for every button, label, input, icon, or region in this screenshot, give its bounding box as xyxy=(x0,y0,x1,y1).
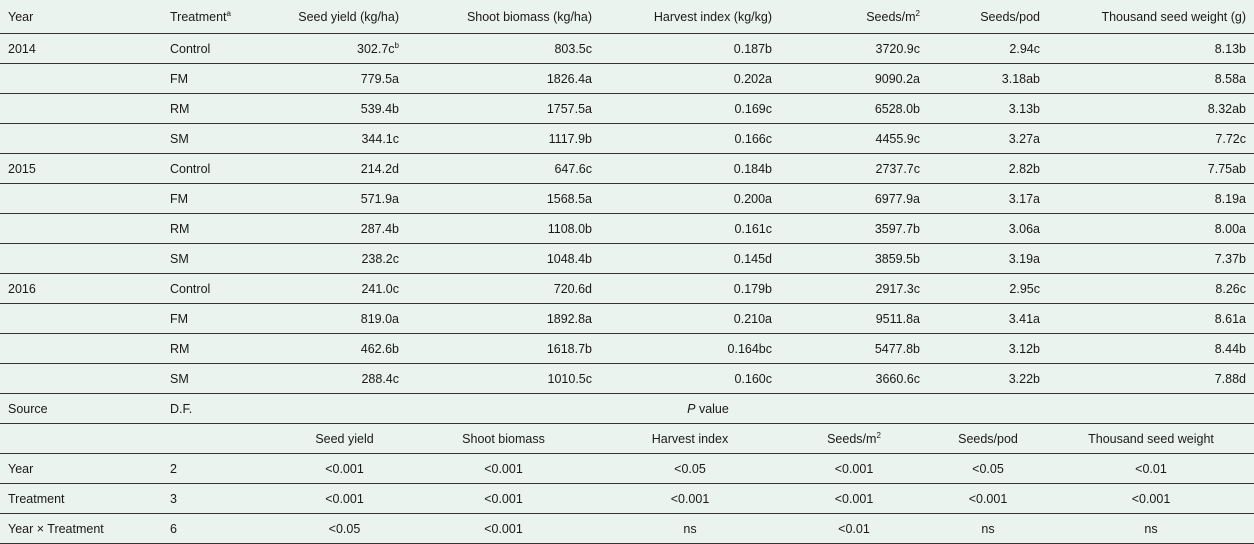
cell-hi: 0.160c xyxy=(600,364,780,394)
cell-seed-yield: 571.9a xyxy=(282,184,407,214)
cell-seeds-m2: 2917.3c xyxy=(780,274,928,304)
cell-seeds-pod: 3.13b xyxy=(928,94,1048,124)
cell-shoot: 1048.4b xyxy=(407,244,600,274)
anova-cell-source: Treatment xyxy=(0,484,162,514)
cell-tsw: 8.61a xyxy=(1048,304,1254,334)
cell-hi: 0.202a xyxy=(600,64,780,94)
table-row xyxy=(0,244,1254,274)
anova-col-shoot: Shoot biomass xyxy=(407,424,600,454)
anova-cell-seeds-pod: ns xyxy=(928,514,1048,544)
anova-col-tsw: Thousand seed weight xyxy=(1048,424,1254,454)
cell-tsw: 8.19a xyxy=(1048,184,1254,214)
cell-tsw: 8.00a xyxy=(1048,214,1254,244)
header-row xyxy=(0,0,1254,34)
cell-treatment: RM xyxy=(162,94,282,124)
cell-hi: 0.179b xyxy=(600,274,780,304)
cell-seed-yield: 288.4c xyxy=(282,364,407,394)
cell-treatment: SM xyxy=(162,124,282,154)
cell-year xyxy=(0,334,162,364)
table-row xyxy=(0,64,1254,94)
cell-seeds-m2: 5477.8b xyxy=(780,334,928,364)
table-row xyxy=(0,154,1254,184)
anova-cell-shoot: <0.001 xyxy=(407,514,600,544)
cell-hi: 0.200a xyxy=(600,184,780,214)
col-header-tsw: Thousand seed weight (g) xyxy=(1048,0,1254,34)
cell-treatment: SM xyxy=(162,244,282,274)
anova-cell-seed-yield: <0.001 xyxy=(282,484,407,514)
cell-shoot: 1010.5c xyxy=(407,364,600,394)
cell-seeds-pod: 3.06a xyxy=(928,214,1048,244)
col-header-harvest-index: Harvest index (kg/kg) xyxy=(600,0,780,34)
cell-year xyxy=(0,184,162,214)
cell-seeds-m2: 2737.7c xyxy=(780,154,928,184)
cell-seed-yield: 819.0a xyxy=(282,304,407,334)
cell-shoot: 1892.8a xyxy=(407,304,600,334)
cell-hi: 0.184b xyxy=(600,154,780,184)
anova-cell-seeds-pod: <0.001 xyxy=(928,484,1048,514)
cell-hi: 0.210a xyxy=(600,304,780,334)
table-row xyxy=(0,364,1254,394)
anova-col-hi: Harvest index xyxy=(600,424,780,454)
cell-treatment: Control xyxy=(162,154,282,184)
cell-seeds-m2: 3597.7b xyxy=(780,214,928,244)
table-row xyxy=(0,334,1254,364)
table-row xyxy=(0,274,1254,304)
anova-title-row xyxy=(0,394,1254,424)
cell-seed-yield: 241.0c xyxy=(282,274,407,304)
cell-year xyxy=(0,94,162,124)
cell-seed-yield: 238.2c xyxy=(282,244,407,274)
cell-hi: 0.187b xyxy=(600,34,780,64)
anova-cell-source: Year × Treatment xyxy=(0,514,162,544)
anova-cell-hi: <0.05 xyxy=(600,454,780,484)
cell-tsw: 8.13b xyxy=(1048,34,1254,64)
col-header-seeds-m2: Seeds/$m^2$ xyxy=(780,0,928,34)
cell-seed-yield: 214.2d xyxy=(282,154,407,184)
cell-seeds-pod: 3.27a xyxy=(928,124,1048,154)
col-header-year: Year xyxy=(0,0,162,34)
cell-hi: 0.145d xyxy=(600,244,780,274)
col-header-treatment: Treatment$^a$ xyxy=(162,0,282,34)
table-row xyxy=(0,94,1254,124)
cell-treatment: SM xyxy=(162,364,282,394)
cell-treatment: RM xyxy=(162,334,282,364)
anova-cell-shoot: <0.001 xyxy=(407,454,600,484)
cell-shoot: 1117.9b xyxy=(407,124,600,154)
anova-cell-seed-yield: <0.05 xyxy=(282,514,407,544)
cell-hi: 0.169c xyxy=(600,94,780,124)
anova-cell-shoot: <0.001 xyxy=(407,484,600,514)
footnote-b: b xyxy=(394,40,399,50)
anova-cell-source: Year xyxy=(0,454,162,484)
anova-cell-tsw: <0.01 xyxy=(1048,454,1254,484)
col-header-seed-yield: Seed yield (kg/ha) xyxy=(282,0,407,34)
anova-col-seed-yield: Seed yield xyxy=(282,424,407,454)
cell-year: 2016 xyxy=(0,274,162,304)
cell-year xyxy=(0,124,162,154)
cell-shoot: 1568.5a xyxy=(407,184,600,214)
cell-seeds-pod: 3.18ab xyxy=(928,64,1048,94)
cell-seeds-pod: 3.41a xyxy=(928,304,1048,334)
cell-treatment: FM xyxy=(162,64,282,94)
anova-cell-df: 6 xyxy=(162,514,282,544)
anova-cell-df: 2 xyxy=(162,454,282,484)
anova-cell-seeds-pod: <0.05 xyxy=(928,454,1048,484)
cell-year: 2014 xyxy=(0,34,162,64)
cell-seeds-m2: 9090.2a xyxy=(780,64,928,94)
anova-source-label: Source xyxy=(0,394,162,424)
cell-tsw: 8.44b xyxy=(1048,334,1254,364)
footnote-a: a xyxy=(226,8,231,18)
cell-year xyxy=(0,244,162,274)
anova-cell-hi: <0.001 xyxy=(600,484,780,514)
anova-col-seeds-m2: Seeds/$m^2$ xyxy=(780,424,928,454)
anova-cell-tsw: ns xyxy=(1048,514,1254,544)
cell-seeds-m2: 6528.0b xyxy=(780,94,928,124)
cell-shoot: 647.6c xyxy=(407,154,600,184)
cell-tsw: 8.32ab xyxy=(1048,94,1254,124)
table-row xyxy=(0,124,1254,154)
cell-tsw: 8.58a xyxy=(1048,64,1254,94)
cell-treatment: FM xyxy=(162,304,282,334)
anova-col-seeds-pod: Seeds/pod xyxy=(928,424,1048,454)
cell-seeds-pod: 2.94c xyxy=(928,34,1048,64)
col-header-shoot-biomass: Shoot biomass (kg/ha) xyxy=(407,0,600,34)
cell-seeds-m2: 4455.9c xyxy=(780,124,928,154)
cell-seeds-m2: 3859.5b xyxy=(780,244,928,274)
cell-year xyxy=(0,214,162,244)
cell-year: 2015 xyxy=(0,154,162,184)
cell-seeds-m2: 6977.9a xyxy=(780,184,928,214)
table-row xyxy=(0,184,1254,214)
anova-col-row xyxy=(0,424,1254,454)
cell-year xyxy=(0,364,162,394)
cell-shoot: 1826.4a xyxy=(407,64,600,94)
cell-seed-yield: 779.5a xyxy=(282,64,407,94)
anova-cell-seeds-m2: <0.001 xyxy=(780,454,928,484)
anova-row xyxy=(0,454,1254,484)
cell-tsw: 7.75ab xyxy=(1048,154,1254,184)
anova-cell-seed-yield: <0.001 xyxy=(282,454,407,484)
cell-treatment: Control xyxy=(162,274,282,304)
cell-seed-yield: 539.4b xyxy=(282,94,407,124)
cell-treatment: Control xyxy=(162,34,282,64)
anova-row xyxy=(0,484,1254,514)
anova-cell-seeds-m2: <0.001 xyxy=(780,484,928,514)
anova-df-label: D.F. xyxy=(162,394,282,424)
anova-cell-hi: ns xyxy=(600,514,780,544)
anova-cell-df: 3 xyxy=(162,484,282,514)
anova-row xyxy=(0,514,1254,544)
anova-p-value-label: P value xyxy=(282,394,1254,424)
cell-seed-yield: $302.7c^b$ xyxy=(282,34,407,64)
cell-hi: 0.164bc xyxy=(600,334,780,364)
cell-seeds-pod: 3.19a xyxy=(928,244,1048,274)
anova-cell-tsw: <0.001 xyxy=(1048,484,1254,514)
cell-seeds-pod: 3.12b xyxy=(928,334,1048,364)
cell-shoot: 1757.5a xyxy=(407,94,600,124)
cell-seeds-pod: 3.17a xyxy=(928,184,1048,214)
col-header-seeds-pod: Seeds/pod xyxy=(928,0,1048,34)
cell-shoot: 1108.0b xyxy=(407,214,600,244)
cell-seeds-m2: 3660.6c xyxy=(780,364,928,394)
table-row xyxy=(0,214,1254,244)
cell-seeds-pod: 2.95c xyxy=(928,274,1048,304)
cell-tsw: 7.88d xyxy=(1048,364,1254,394)
cell-seed-yield: 344.1c xyxy=(282,124,407,154)
cell-seed-yield: 287.4b xyxy=(282,214,407,244)
cell-shoot: 803.5c xyxy=(407,34,600,64)
table-row xyxy=(0,34,1254,64)
anova-cell-seeds-m2: <0.01 xyxy=(780,514,928,544)
cell-seed-yield: 462.6b xyxy=(282,334,407,364)
table-row xyxy=(0,304,1254,334)
cell-treatment: FM xyxy=(162,184,282,214)
cell-tsw: 7.37b xyxy=(1048,244,1254,274)
cell-shoot: 720.6d xyxy=(407,274,600,304)
cell-tsw: 7.72c xyxy=(1048,124,1254,154)
cell-hi: 0.166c xyxy=(600,124,780,154)
cell-shoot: 1618.7b xyxy=(407,334,600,364)
cell-year xyxy=(0,304,162,334)
cell-seeds-m2: 9511.8a xyxy=(780,304,928,334)
cell-seeds-pod: 2.82b xyxy=(928,154,1048,184)
cell-seeds-m2: 3720.9c xyxy=(780,34,928,64)
cell-seeds-pod: 3.22b xyxy=(928,364,1048,394)
cell-hi: 0.161c xyxy=(600,214,780,244)
cell-treatment: RM xyxy=(162,214,282,244)
cell-tsw: 8.26c xyxy=(1048,274,1254,304)
cell-year xyxy=(0,64,162,94)
